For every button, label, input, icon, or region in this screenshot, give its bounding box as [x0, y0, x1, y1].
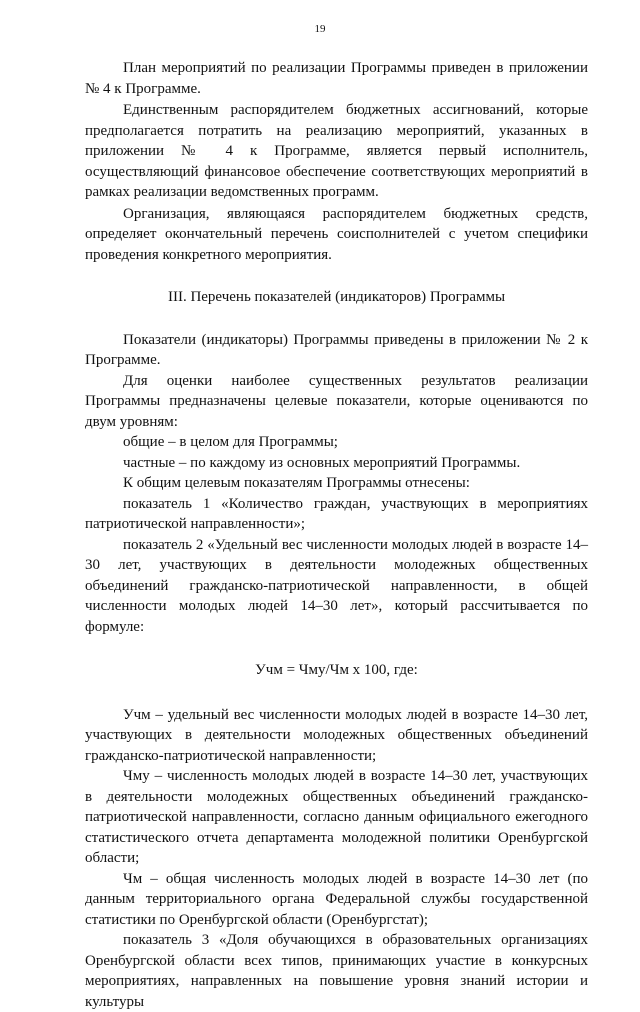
formula-definition: Чму – численность молодых людей в возрасте 14–30 лет, участвующих в деятельности молодежных общественных объединений гражданско-патриотической направленности, согласно данным официального ежегодного статистического отчета департамента молодежной политики Оренбургской области;: [85, 768, 588, 866]
paragraph: Показатели (индикаторы) Программы приведены в приложении № 2 к Программе.: [85, 331, 588, 368]
indicator-item: показатель 1 «Количество граждан, участвующих в мероприятиях патриотической направленности»;: [85, 495, 588, 532]
paragraph: К общим целевым показателям Программы отнесены:: [123, 475, 470, 491]
formula-definition: Учм – удельный вес численности молодых людей в возрасте 14–30 лет, участвующих в деятельности молодежных общественных объединений гражданско-патриотической направленности;: [85, 706, 588, 764]
paragraph: План мероприятий по реализации Программы приведен в приложении № 4 к Программе.: [85, 60, 588, 97]
list-item: частные – по каждому из основных мероприятий Программы.: [123, 454, 521, 471]
paragraph: Для оценки наиболее существенных результатов реализации Программы предназначены целевые показатели, которые оцениваются по двум уровням:: [85, 372, 588, 430]
list-item: общие – в целом для Программы;: [123, 434, 338, 450]
document-body: [85, 58, 588, 1012]
paragraph: Организация, являющаяся распорядителем бюджетных средств, определяет окончательный перечень соисполнителей с учетом специфики проведения конкретного мероприятия.: [85, 205, 588, 263]
formula: Учм = Чму/Чм х 100, где:: [255, 662, 418, 678]
indicator-item: показатель 2 «Удельный вес численности молодых людей в возрасте 14–30 лет, участвующих в деятельности молодежных общественных объединений гражданско-патриотической направленности, в общей численности молодых людей 14–30 лет», который рассчитывается по формуле:: [85, 536, 588, 635]
paragraph: Единственным распорядителем бюджетных ассигнований, которые предполагается потратить на реализацию мероприятий, указанных в приложении № 4 к Программе, является первый исполнитель, осуществляющий финансовое обеспечение соответствующих мероприятий в рамках реализации ведомственных программ.: [85, 102, 588, 200]
page-number: 19: [314, 23, 326, 35]
section-heading: III. Перечень показателей (индикаторов) Программы: [167, 289, 506, 305]
indicator-item: показатель 3 «Доля обучающихся в образовательных организациях Оренбургской области всех типов, принимающих участие в конкурсных мероприятиях, направленных на повышение уровня знаний истории и культуры: [85, 932, 588, 1010]
formula-definition: Чм – общая численность молодых людей в возрасте 14–30 лет (по данным территориального органа Федеральной службы государственной статистики по Оренбургской области (Оренбургстат);: [85, 870, 588, 928]
